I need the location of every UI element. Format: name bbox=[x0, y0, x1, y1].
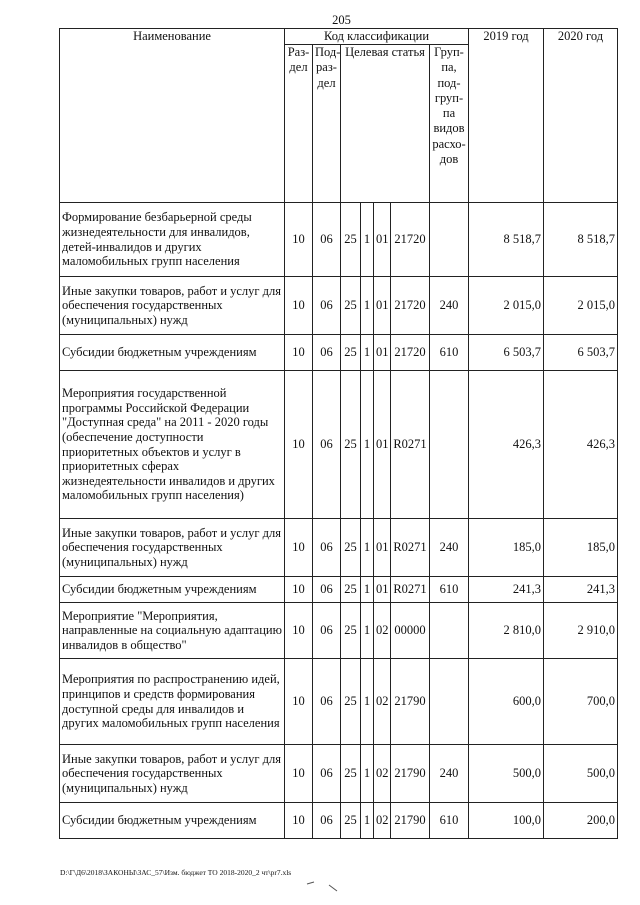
row-expense-type: 240 bbox=[430, 277, 469, 335]
row-amount-2020: 2 015,0 bbox=[544, 277, 618, 335]
row-name: Субсидии бюджетным учреждениям bbox=[60, 577, 285, 603]
row-name: Субсидии бюджетным учреждениям bbox=[60, 335, 285, 371]
row-target-program: 25 bbox=[341, 371, 361, 519]
header-expense-group: Груп-па, под-груп-па видов расхо-дов bbox=[430, 45, 469, 203]
row-expense-type bbox=[430, 203, 469, 277]
row-podrazdel: 06 bbox=[313, 203, 341, 277]
row-name: Иные закупки товаров, работ и услуг для обеспечения государственных (муниципальных) нужд bbox=[60, 277, 285, 335]
row-razdel: 10 bbox=[285, 203, 313, 277]
table-row bbox=[60, 745, 618, 803]
row-target-direction: 21790 bbox=[391, 659, 430, 745]
row-target-main-event: 01 bbox=[374, 203, 391, 277]
row-name: Формирование безбарьерной среды жизнедеятельности для инвалидов, детей-инвалидов и других маломобильных групп населения bbox=[60, 203, 285, 277]
row-razdel: 10 bbox=[285, 745, 313, 803]
row-name: Мероприятия государственной программы Российской Федерации "Доступная среда" на 2011 - 2020 годы (обеспечение доступности приоритетных объектов и услуг в приоритетных сферах жизнедеятельности инвалидов и других маломобильных групп населения) bbox=[60, 371, 285, 519]
row-amount-2019: 2 810,0 bbox=[469, 603, 544, 659]
table-body bbox=[60, 203, 618, 839]
row-expense-type bbox=[430, 371, 469, 519]
row-target-program: 25 bbox=[341, 577, 361, 603]
row-expense-type: 610 bbox=[430, 577, 469, 603]
row-amount-2019: 426,3 bbox=[469, 371, 544, 519]
row-target-program: 25 bbox=[341, 519, 361, 577]
row-razdel: 10 bbox=[285, 519, 313, 577]
row-target-subprogram: 1 bbox=[361, 745, 374, 803]
row-target-subprogram: 1 bbox=[361, 519, 374, 577]
row-amount-2020: 185,0 bbox=[544, 519, 618, 577]
row-target-main-event: 02 bbox=[374, 745, 391, 803]
row-target-main-event: 01 bbox=[374, 577, 391, 603]
row-target-subprogram: 1 bbox=[361, 371, 374, 519]
row-amount-2020: 8 518,7 bbox=[544, 203, 618, 277]
row-expense-type bbox=[430, 603, 469, 659]
table-row bbox=[60, 203, 618, 277]
row-amount-2019: 6 503,7 bbox=[469, 335, 544, 371]
row-target-main-event: 01 bbox=[374, 277, 391, 335]
row-target-subprogram: 1 bbox=[361, 803, 374, 839]
header-code-group: Код классификации bbox=[285, 29, 469, 45]
table-row bbox=[60, 659, 618, 745]
row-name: Иные закупки товаров, работ и услуг для обеспечения государственных (муниципальных) нужд bbox=[60, 745, 285, 803]
row-amount-2019: 500,0 bbox=[469, 745, 544, 803]
row-target-main-event: 01 bbox=[374, 335, 391, 371]
row-target-program: 25 bbox=[341, 659, 361, 745]
row-target-subprogram: 1 bbox=[361, 277, 374, 335]
header-subsection: Под-раз-дел bbox=[313, 45, 341, 203]
row-amount-2020: 426,3 bbox=[544, 371, 618, 519]
row-target-direction: 21720 bbox=[391, 203, 430, 277]
row-amount-2020: 200,0 bbox=[544, 803, 618, 839]
row-target-direction: 21790 bbox=[391, 803, 430, 839]
row-podrazdel: 06 bbox=[313, 577, 341, 603]
row-target-main-event: 02 bbox=[374, 603, 391, 659]
row-target-direction: 21790 bbox=[391, 745, 430, 803]
row-podrazdel: 06 bbox=[313, 519, 341, 577]
scan-marks bbox=[305, 876, 340, 892]
row-expense-type: 610 bbox=[430, 803, 469, 839]
row-target-program: 25 bbox=[341, 203, 361, 277]
table-row bbox=[60, 335, 618, 371]
row-expense-type: 240 bbox=[430, 519, 469, 577]
table-row bbox=[60, 519, 618, 577]
row-target-direction: R0271 bbox=[391, 577, 430, 603]
header-year-2019: 2019 год bbox=[469, 29, 544, 203]
row-target-direction: R0271 bbox=[391, 371, 430, 519]
row-target-subprogram: 1 bbox=[361, 603, 374, 659]
row-target-direction: 21720 bbox=[391, 277, 430, 335]
row-amount-2020: 2 910,0 bbox=[544, 603, 618, 659]
row-amount-2019: 8 518,7 bbox=[469, 203, 544, 277]
header-name: Наименование bbox=[60, 29, 285, 203]
row-target-direction: 21720 bbox=[391, 335, 430, 371]
row-target-main-event: 01 bbox=[374, 519, 391, 577]
row-razdel: 10 bbox=[285, 577, 313, 603]
row-amount-2019: 241,3 bbox=[469, 577, 544, 603]
row-name: Иные закупки товаров, работ и услуг для обеспечения государственных (муниципальных) нужд bbox=[60, 519, 285, 577]
row-name: Мероприятие "Мероприятия, направленные на социальную адаптацию инвалидов в общество" bbox=[60, 603, 285, 659]
row-amount-2020: 500,0 bbox=[544, 745, 618, 803]
row-target-subprogram: 1 bbox=[361, 203, 374, 277]
row-razdel: 10 bbox=[285, 335, 313, 371]
row-target-main-event: 01 bbox=[374, 371, 391, 519]
row-target-direction: 00000 bbox=[391, 603, 430, 659]
row-amount-2019: 2 015,0 bbox=[469, 277, 544, 335]
row-podrazdel: 06 bbox=[313, 335, 341, 371]
table-row bbox=[60, 577, 618, 603]
row-amount-2019: 185,0 bbox=[469, 519, 544, 577]
table-row bbox=[60, 803, 618, 839]
row-amount-2020: 241,3 bbox=[544, 577, 618, 603]
row-target-program: 25 bbox=[341, 745, 361, 803]
row-amount-2020: 700,0 bbox=[544, 659, 618, 745]
row-name: Мероприятия по распространению идей, принципов и средств формирования доступной среды для инвалидов и других маломобильных групп населения bbox=[60, 659, 285, 745]
row-podrazdel: 06 bbox=[313, 745, 341, 803]
row-razdel: 10 bbox=[285, 371, 313, 519]
row-target-subprogram: 1 bbox=[361, 335, 374, 371]
row-expense-type bbox=[430, 659, 469, 745]
row-razdel: 10 bbox=[285, 803, 313, 839]
footer-file-path: D:\Г\Д6\2018\ЗАКОНЫ\ЗАС_57\Изм. бюджет ТО 2018-2020_2 чт\pr7.xls bbox=[60, 868, 292, 877]
row-podrazdel: 06 bbox=[313, 603, 341, 659]
row-target-program: 25 bbox=[341, 603, 361, 659]
budget-table bbox=[59, 28, 618, 839]
row-target-program: 25 bbox=[341, 335, 361, 371]
row-podrazdel: 06 bbox=[313, 659, 341, 745]
row-expense-type: 240 bbox=[430, 745, 469, 803]
row-target-subprogram: 1 bbox=[361, 577, 374, 603]
row-name: Субсидии бюджетным учреждениям bbox=[60, 803, 285, 839]
row-podrazdel: 06 bbox=[313, 803, 341, 839]
row-target-program: 25 bbox=[341, 803, 361, 839]
row-amount-2019: 600,0 bbox=[469, 659, 544, 745]
table-row bbox=[60, 603, 618, 659]
header-target-article: Целевая статья bbox=[341, 45, 430, 203]
row-target-direction: R0271 bbox=[391, 519, 430, 577]
row-razdel: 10 bbox=[285, 659, 313, 745]
header-section: Раз-дел bbox=[285, 45, 313, 203]
table-row bbox=[60, 371, 618, 519]
row-razdel: 10 bbox=[285, 277, 313, 335]
row-podrazdel: 06 bbox=[313, 277, 341, 335]
row-amount-2019: 100,0 bbox=[469, 803, 544, 839]
header-year-2020: 2020 год bbox=[544, 29, 618, 203]
table-row bbox=[60, 277, 618, 335]
row-podrazdel: 06 bbox=[313, 371, 341, 519]
table-header bbox=[60, 29, 618, 203]
page-number: 205 bbox=[332, 13, 351, 27]
row-razdel: 10 bbox=[285, 603, 313, 659]
row-amount-2020: 6 503,7 bbox=[544, 335, 618, 371]
row-target-program: 25 bbox=[341, 277, 361, 335]
row-target-main-event: 02 bbox=[374, 803, 391, 839]
row-target-main-event: 02 bbox=[374, 659, 391, 745]
row-expense-type: 610 bbox=[430, 335, 469, 371]
row-target-subprogram: 1 bbox=[361, 659, 374, 745]
